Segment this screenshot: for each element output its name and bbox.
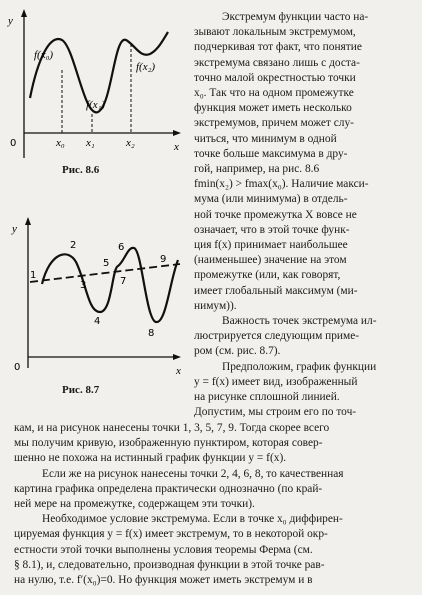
fig86-x-label: x xyxy=(174,141,179,153)
text-line: промежутке (или, как говорят, xyxy=(194,269,341,282)
text-line: Важность точек экстремума ил- xyxy=(222,315,377,328)
text-line: шенно не похожа на истинный график функции y = f(x). xyxy=(14,452,287,465)
text-line: на нулю, т.е. f′(x₀)=0. Но функция может иметь экстремум и в xyxy=(14,574,313,587)
text-line: гой, например, на рис. 8.6 xyxy=(194,163,320,176)
text-line: подчеркивая тот факт, что понятие xyxy=(194,41,362,54)
fig86-origin: 0 xyxy=(10,138,17,149)
fig87-curve xyxy=(42,248,178,322)
text-line: мы получим кривую, изображенную пунктиром, которая совер- xyxy=(14,437,323,450)
text-line: x₀. Так что на одном промежутке xyxy=(194,87,354,100)
fig86-fx0-label: f(x₀) xyxy=(34,49,54,61)
text-line: кам, и на рисунок нанесены точки 1, 3, 5, 7, 9. Тогда скорее всего xyxy=(14,422,330,434)
text-line: (наименьшее) значение на этом xyxy=(194,254,347,267)
fig87-point-4: 4 xyxy=(94,316,101,327)
fig87-y-arrow xyxy=(25,217,31,225)
fig86-fx2-label: f(x₂) xyxy=(136,61,156,73)
fig86-y-arrow xyxy=(21,9,27,17)
text-line: точно малой окрестностью точки xyxy=(194,71,356,84)
text-line: нимум)). xyxy=(194,299,237,312)
text-line: точке больше максимума в дру- xyxy=(194,147,348,160)
figure-8-6-caption: Рис. 8.6 xyxy=(62,164,100,176)
text-line: картина графика определена практически однозначно (по край- xyxy=(14,482,323,495)
fig87-point-7: 7 xyxy=(120,276,127,287)
text-line: люстрируется следующим приме- xyxy=(194,330,360,343)
text-line: Экстремум функции часто на- xyxy=(222,11,369,23)
fig87-y-label: y xyxy=(12,223,17,235)
figure-8-6 xyxy=(0,0,190,175)
right-column-text xyxy=(194,10,416,420)
fig87-x-arrow xyxy=(173,354,181,360)
text-line: на рисунке сплошной линией. xyxy=(194,391,340,404)
text-line: Если же на рисунок нанесены точки 2, 4, 6, 8, то качественная xyxy=(42,467,344,480)
fig87-origin: 0 xyxy=(14,362,21,373)
text-line: fmin(x₂) > fmax(x₀). Наличие макси- xyxy=(194,178,369,191)
text-line: Допустим, мы строим его по точ- xyxy=(194,406,357,419)
text-line: читься, что минимум в одной xyxy=(194,132,337,145)
fig87-point-9: 9 xyxy=(160,254,167,265)
text-line: мума (или минимума) в отдель- xyxy=(194,193,348,206)
fig86-y-label: y xyxy=(8,15,13,27)
text-line: ней мере на промежутке, содержащем эти точки). xyxy=(14,498,255,511)
text-line: означает, что в этой точке функ- xyxy=(194,223,350,236)
text-line: ром (см. рис. 8.7). xyxy=(194,345,281,358)
figure-8-7-caption: Рис. 8.7 xyxy=(62,384,100,396)
text-line: Необходимое условие экстремума. Если в точке x₀ диффирен- xyxy=(42,513,343,526)
text-line: экстремумов, причем может слу- xyxy=(194,117,354,130)
full-width-text xyxy=(14,421,416,588)
text-line: Предположим, график функции xyxy=(222,360,377,373)
text-line: цируемая функция y = f(x) имеет экстремум, то в некоторой окр- xyxy=(14,528,328,541)
fig87-point-2: 2 xyxy=(70,240,77,251)
text-line: § 8.1), и, следовательно, производная функции в этой точке рав- xyxy=(14,558,325,571)
fig87-point-6: 6 xyxy=(118,242,125,253)
text-line: имеет глобальный максимум (ми- xyxy=(194,284,358,297)
fig87-point-8: 8 xyxy=(148,328,155,339)
fig86-x1-label: x₁ xyxy=(86,137,95,149)
text-line: функция может иметь несколько xyxy=(194,102,352,115)
figure-8-7 xyxy=(0,210,195,380)
fig87-point-3: 3 xyxy=(80,280,87,291)
fig86-fx1-label: f(x₁) xyxy=(86,99,106,111)
text-line: ной точке промежутка X вовсе не xyxy=(194,208,357,221)
fig86-x-arrow xyxy=(173,130,181,136)
text-line: y = f(x) имеет вид, изображенный xyxy=(194,375,358,388)
text-line: зывают локальным экстремумом, xyxy=(194,26,356,39)
fig87-x-label: x xyxy=(176,365,181,377)
text-line: ция f(x) принимает наибольшее xyxy=(194,239,348,252)
fig87-point-5: 5 xyxy=(103,258,110,269)
text-line: экстремума связано лишь с доста- xyxy=(194,56,360,69)
fig86-x0-label: x₀ xyxy=(56,137,65,149)
text-line: естности этой точки выполнены условия теоремы Ферма (см. xyxy=(14,543,313,556)
fig87-point-1: 1 xyxy=(30,270,37,281)
fig86-x2-label: x₂ xyxy=(126,137,135,149)
